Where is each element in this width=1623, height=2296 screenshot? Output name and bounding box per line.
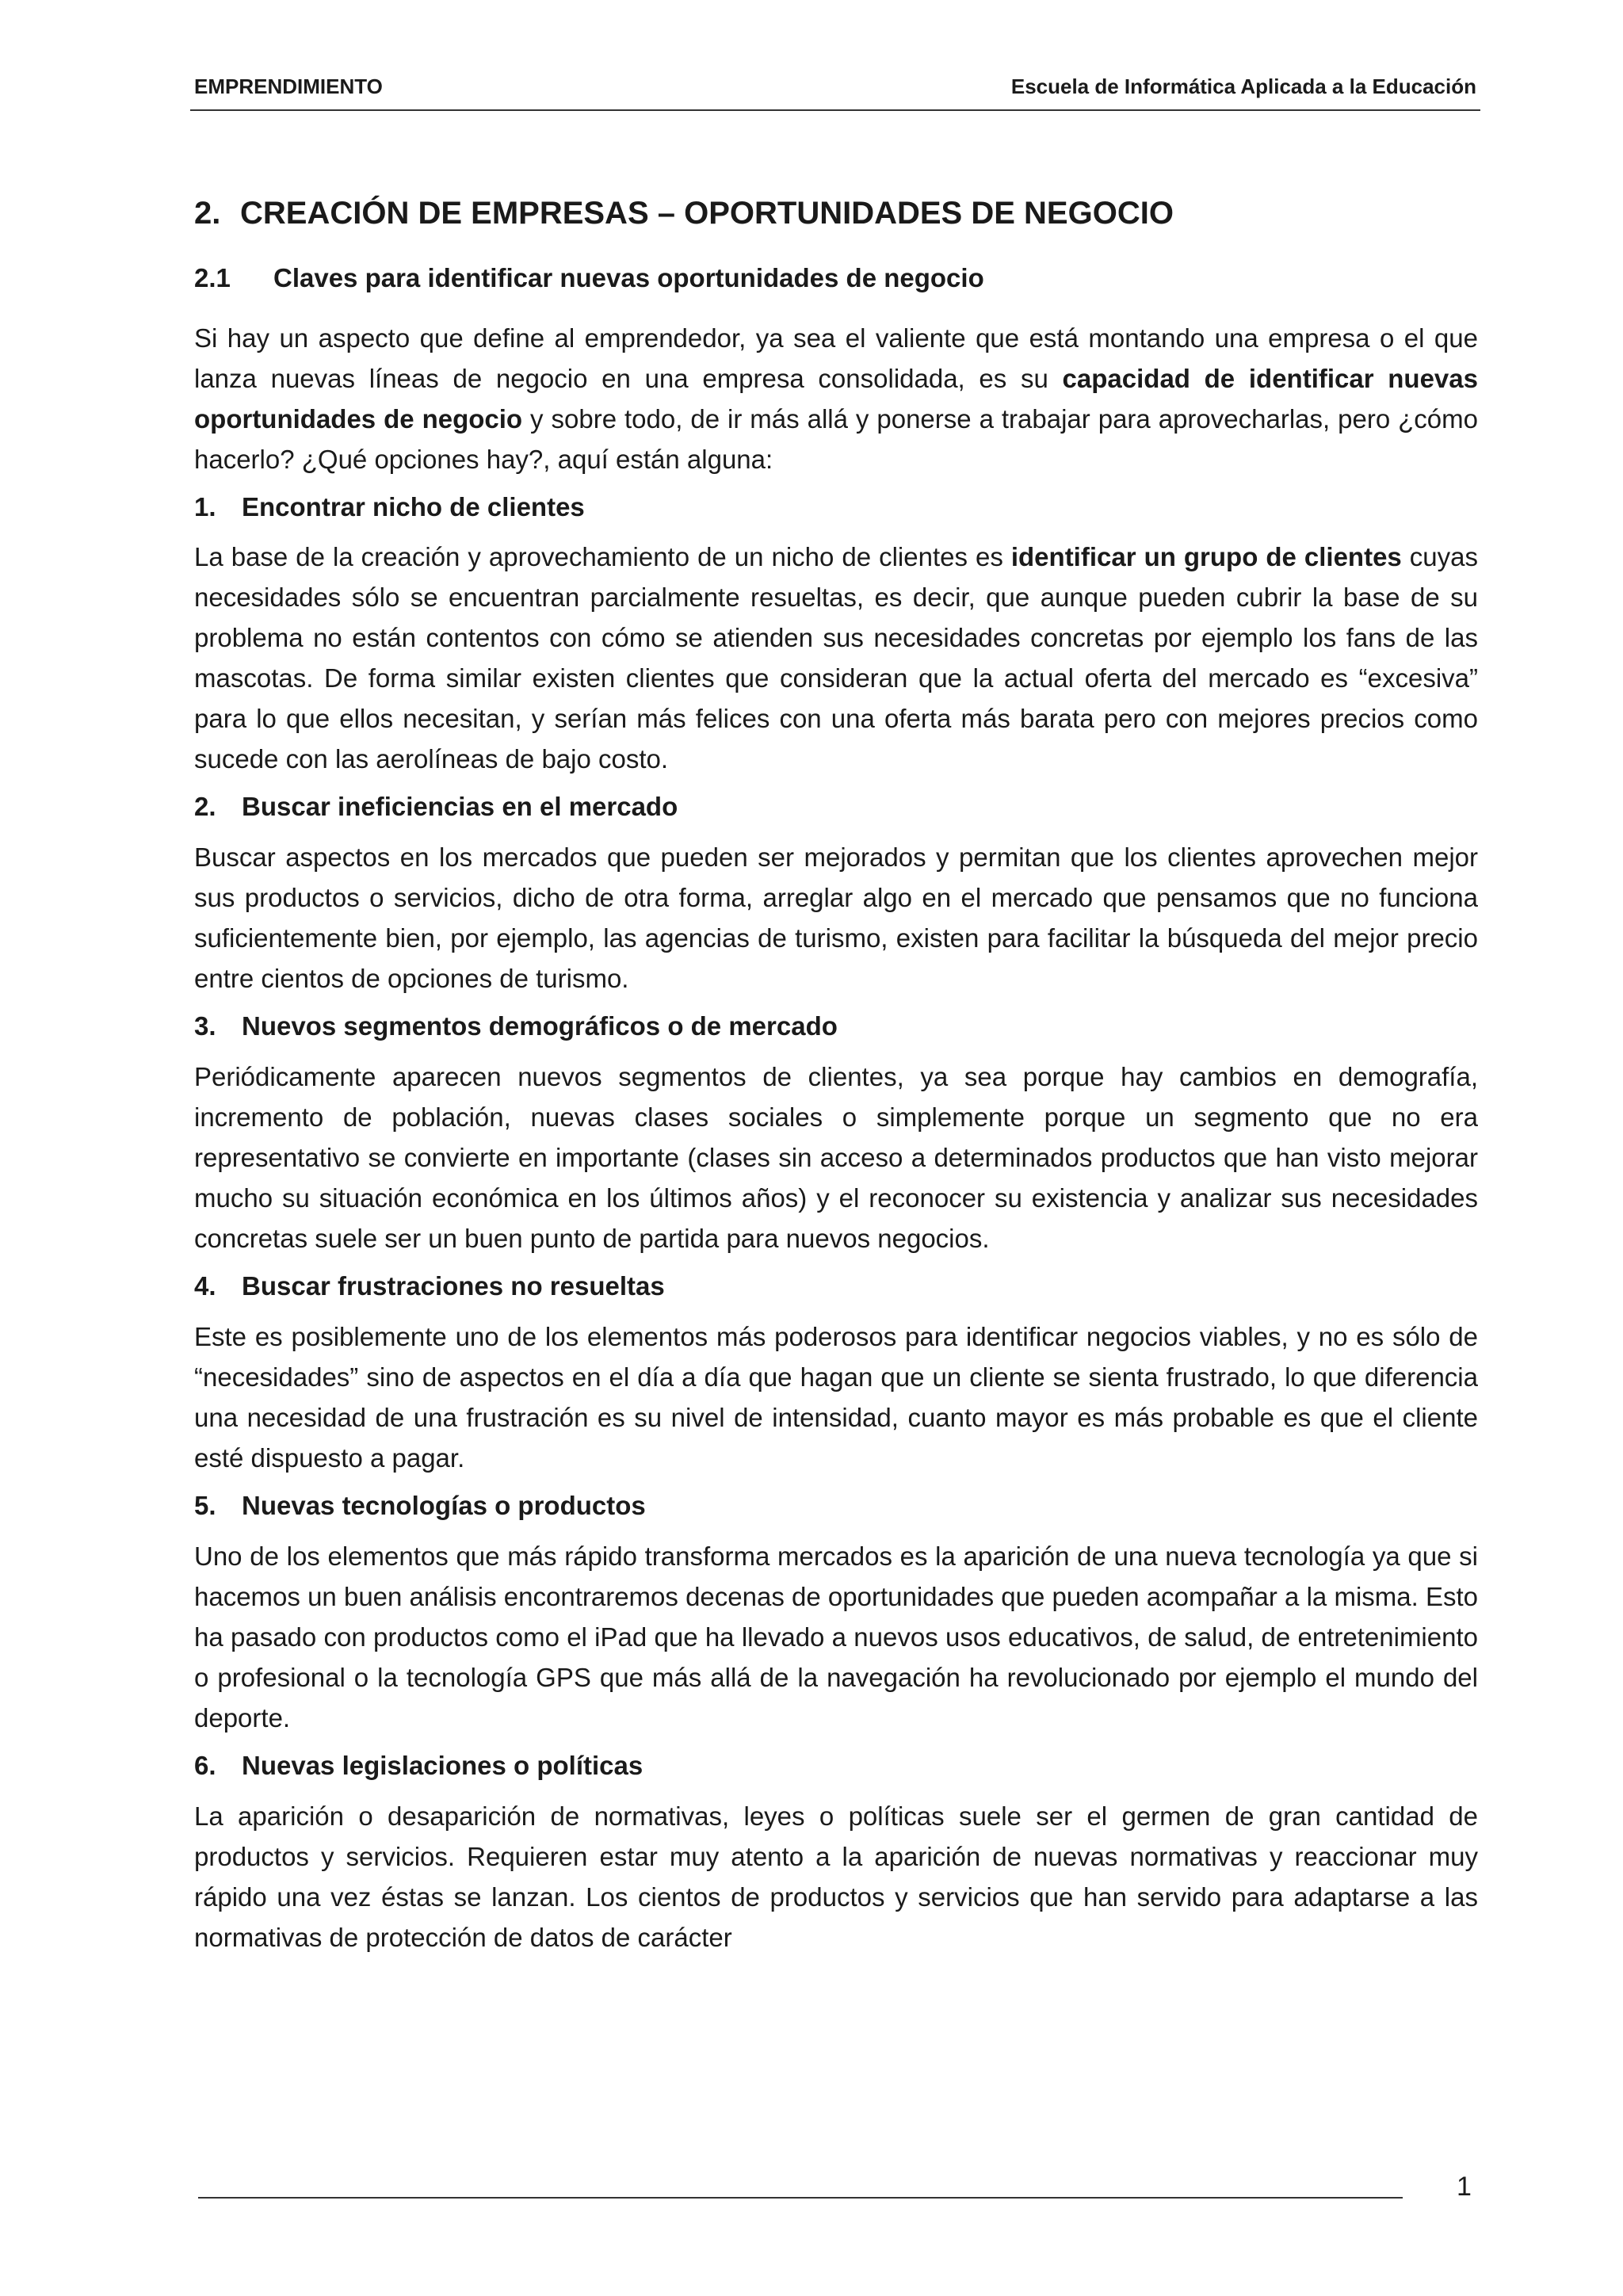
page-header [190,71,1480,111]
chapter-number: 2. [194,196,221,231]
item-text-end: cuyas necesidades sólo se encuentran parcialmente resueltas, es decir, que aunque pueden cubrir la base de su problema no están contentos con cómo se atienden sus necesidades concretas por ejemplo los fans de las mascotas. De forma similar existen clientes que consideran que la actual oferta del mercado es “excesiva” para lo que ellos necesitan, y serían más felices con una oferta más barata pero con mejores precios como sucede con las aerolíneas de bajo costo. [194,542,1478,774]
item-heading-3 [194,1010,1478,1044]
item-heading-2 [194,790,1478,824]
intro-text-start: Si hay un aspecto que define al emprendedor, ya sea el valiente que está montando una empresa o el que lanza nuevas líneas de negocio en una empresa consolidada, es su [194,323,1478,393]
item-number: 4. [194,1271,216,1301]
item-number: 3. [194,1011,216,1041]
intro-paragraph [194,318,1478,479]
item-heading-4 [194,1270,1478,1304]
intro-text-end: y sobre todo, de ir más allá y ponerse a trabajar para aprovecharlas, pero ¿cómo hacerlo? ¿Qué opciones hay?, aquí están alguna: [194,403,1478,474]
item-number: 1. [194,491,216,521]
page-number: 1 [1457,2172,1472,2202]
item-heading-1 [194,491,1478,525]
item-heading-text: Nuevos segmentos demográficos o de mercado [242,1011,838,1041]
section-title-text: Claves para identificar nuevas oportunidades de negocio [273,263,984,292]
item-emphasis: identificar un grupo de clientes [1010,542,1402,572]
item-number: 6. [194,1751,216,1781]
item-number: 2. [194,792,216,822]
item-heading-text: Nuevas legislaciones o políticas [242,1751,643,1781]
item-heading-text: Buscar frustraciones no resueltas [242,1271,665,1301]
item-heading-text: Encontrar nicho de clientes [242,491,585,521]
item-paragraph-3: Periódicamente aparecen nuevos segmentos de clientes, ya sea porque hay cambios en demografía, incremento de población, nuevas clases sociales o simplemente porque un segmento que no era representativo se convierte en importante (clases sin acceso a determinados productos que han visto mejorar mucho su situación económica en los últimos años) y el reconocer su existencia y analizar sus necesidades concretas suele ser un buen punto de partida para nuevos negocios. [194,1062,1478,1254]
item-heading-6 [194,1749,1478,1783]
item-heading-text: Nuevas tecnologías o productos [242,1491,646,1521]
section-number: 2.1 [194,263,231,292]
chapter-title-text: CREACIÓN DE EMPRESAS – OPORTUNIDADES DE NEGOCIO [240,196,1174,231]
item-paragraph-4: Este es posiblemente uno de los elementos más poderosos para identificar negocios viables, y no es sólo de “necesidades” sino de aspectos en el día a día que hagan que un cliente se sienta frustrado, lo que diferencia una necesidad de una frustración es su nivel de intensidad, cuanto mayor es más probable es que el cliente esté dispuesto a pagar. [194,1322,1478,1473]
chapter-title [194,194,1478,232]
item-paragraph-5: Uno de los elementos que más rápido transforma mercados es la aparición de una nueva tecnología ya que si hacemos un buen análisis encontraremos decenas de oportunidades que pueden acompañar a la misma. Esto ha pasado con productos como el iPad que ha llevado a nuevos usos educativos, de salud, de entretenimiento o profesional o la tecnología GPS que más allá de la navegación ha revolucionado por ejemplo el mundo del deporte. [194,1541,1478,1733]
item-number: 5. [194,1491,216,1521]
intro-emphasis: capacidad de identificar nuevas oportunidades de negocio [194,363,1478,434]
item-heading-text: Buscar ineficiencias en el mercado [242,792,678,822]
document-body [194,194,1478,1969]
header-left-title: EMPRENDIMIENTO [194,74,383,98]
item-heading-5 [194,1489,1478,1523]
item-paragraph-6: La aparición o desaparición de normativas, leyes o políticas suele ser el germen de gran cantidad de productos y servicios. Requieren estar muy atento a la aparición de nuevas normativas y reaccionar muy rápido una vez éstas se lanzan. Los cientos de productos y servicios que han servido para adaptarse a las normativas de protección de datos de carácter [194,1801,1478,1952]
item-paragraph-1 [194,537,1478,779]
header-right-title: Escuela de Informática Aplicada a la Educación [1010,74,1476,98]
section-title [194,262,1478,294]
item-text-start: La base de la creación y aprovechamiento de un nicho de clientes es [194,542,1011,572]
item-paragraph-2: Buscar aspectos en los mercados que pueden ser mejorados y permitan que los clientes aprovechen mejor sus productos o servicios, dicho de otra forma, arreglar algo en el mercado que pensamos que no funciona suficientemente bien, por ejemplo, las agencias de turismo, existen para facilitar la búsqueda del mejor precio entre cientos de opciones de turismo. [194,842,1478,994]
footer-divider [198,2197,1403,2199]
